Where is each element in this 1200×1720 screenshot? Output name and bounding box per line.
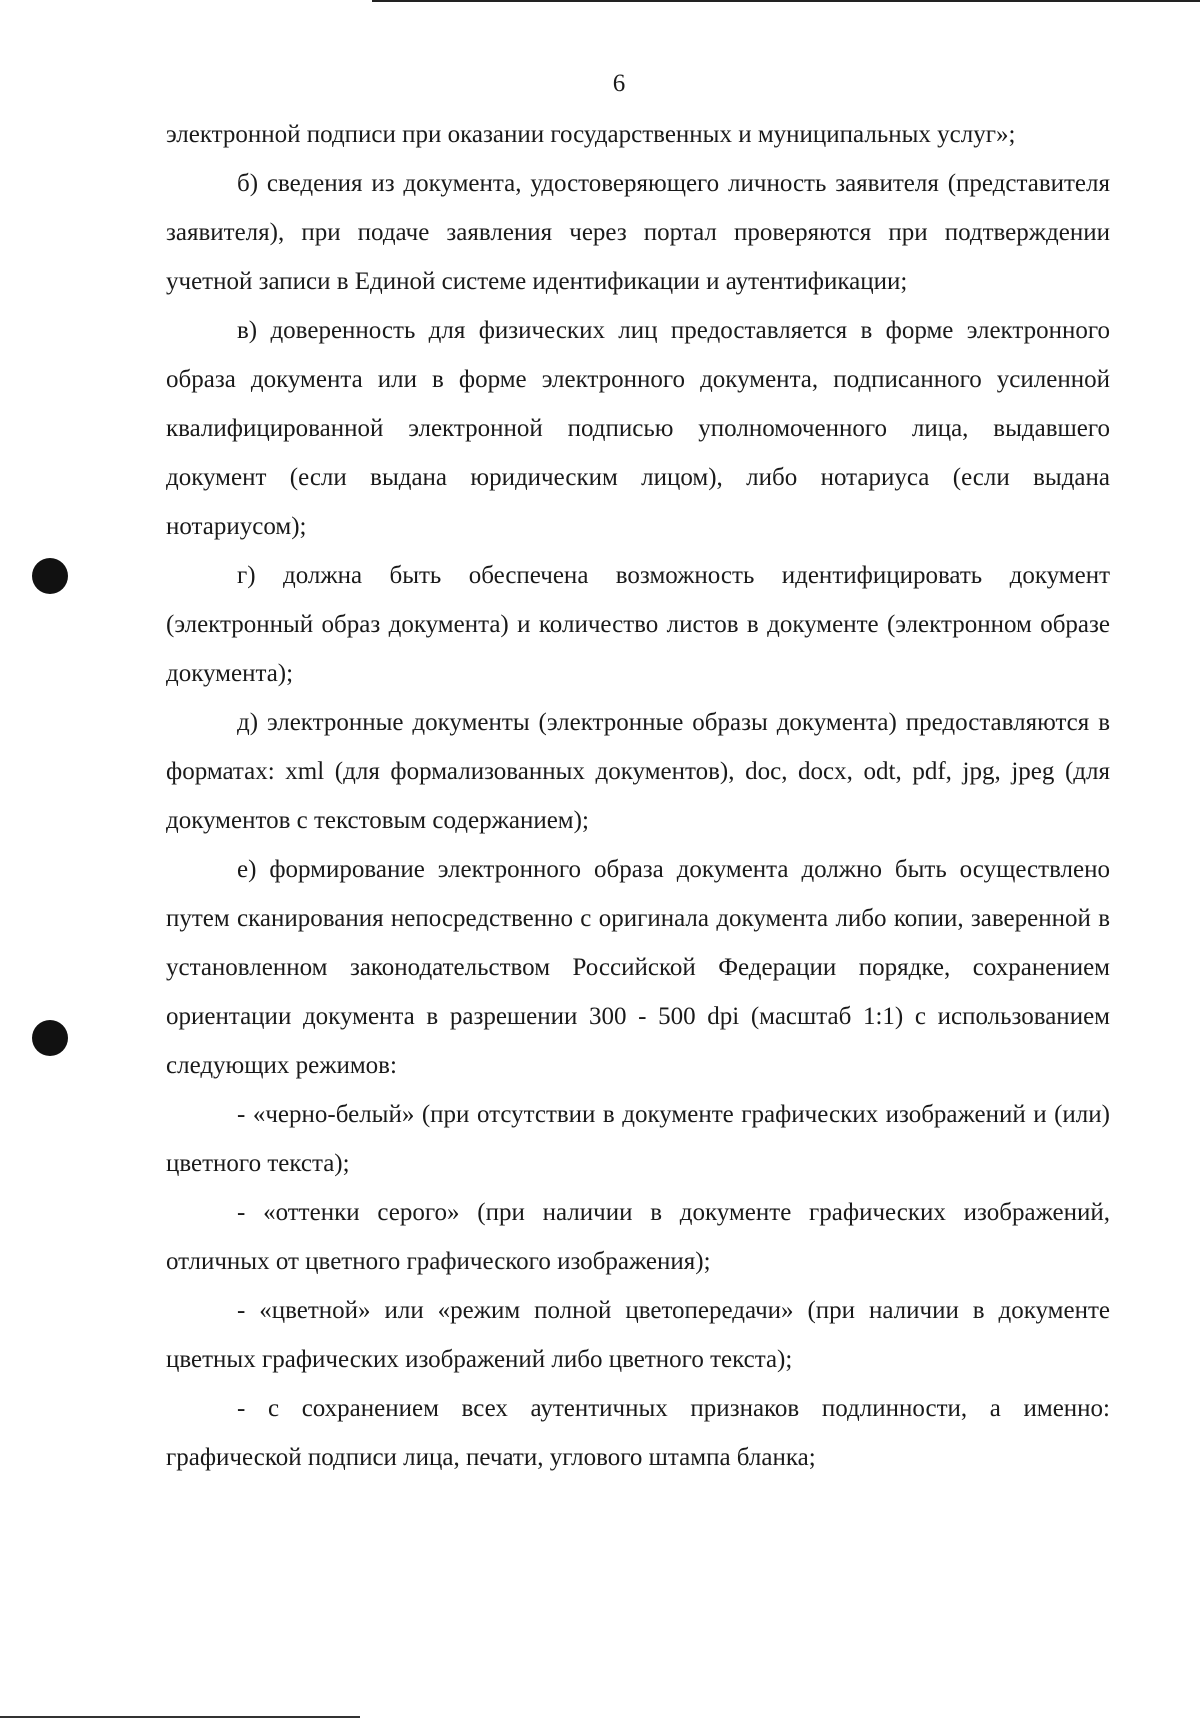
punch-hole-mark [32,558,68,594]
paragraph-v: в) доверенность для физических лиц предоставляется в форме электронного образа документа или в форме электронного документа, подписанного усиленной квалифицированной электронной подписью уполномоченного лица, выдавшего документ (если выдана юридическим лицом), либо нотариуса (если выдана нотариусом); [166,317,1110,540]
top-border-line [372,0,1200,2]
paragraph-e: е) формирование электронного образа документа должно быть осуществлено путем сканирования непосредственно с оригинала документа либо копии, заверенной в установленном законодательством Российской Федерации порядке, сохранением ориентации документа в разрешении 300 - 500 dpi (масштаб 1:1) с использованием следующих режимов: [166,856,1110,1079]
paragraph-b: б) сведения из документа, удостоверяющего личность заявителя (представителя заявителя), при подаче заявления через портал проверяются при подтверждении учетной записи в Единой системе идентификации и аутентификации; [166,170,1110,295]
list-item-color: - «цветной» или «режим полной цветопередачи» (при наличии в документе цветных графических изображений либо цветного текста); [166,1297,1110,1373]
list-item-authenticity: - с сохранением всех аутентичных признаков подлинности, а именно: графической подписи лица, печати, углового штампа бланка; [166,1395,1110,1471]
list-item-grayscale: - «оттенки серого» (при наличии в документе графических изображений, отличных от цветного графического изображения); [166,1199,1110,1275]
page-number: 6 [612,70,626,97]
document-body [166,110,1110,1482]
bottom-border-line [0,1716,360,1718]
paragraph-continuation: электронной подписи при оказании государственных и муниципальных услуг»; [166,121,1016,148]
list-item-black-white: - «черно-белый» (при отсутствии в документе графических изображений и (или) цветного текста); [166,1101,1110,1177]
paragraph-g: г) должна быть обеспечена возможность идентифицировать документ (электронный образ документа) и количество листов в документе (электронном образе документа); [166,562,1110,687]
punch-hole-mark [32,1020,68,1056]
paragraph-d: д) электронные документы (электронные образы документа) предоставляются в форматах: xml (для формализованных документов), doc, docx, odt, pdf, jpg, jpeg (для документов с текстовым содержанием); [166,709,1110,834]
